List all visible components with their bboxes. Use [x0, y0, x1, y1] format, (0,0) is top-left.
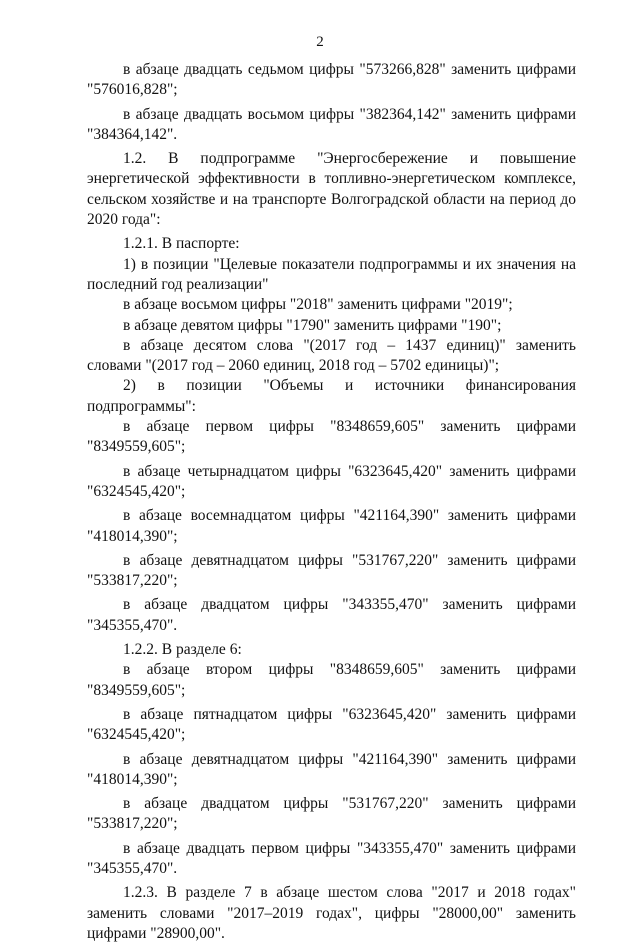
- paragraph-1-2-1-passport: 1.2.1. В паспорте:: [123, 235, 240, 253]
- paragraph-19th-abzac: в абзаце девятнадцатом цифры "531767,220" заменить цифрами "533817,220";: [87, 551, 576, 590]
- paragraph-20th-abzac-section-6: в абзаце двадцатом цифры "531767,220" заменить цифрами "533817,220";: [87, 795, 576, 833]
- paragraph-financing-position: 2) в позиции "Объемы и источники финансирования подпрограммы":: [87, 377, 576, 415]
- paragraph-1-2-subprogram: 1.2. В подпрограмме "Энергосбережение и повышение энергетической эффективности в топливно-энергетическом комплексе, сельском хозяйстве и на транспорте Волгоградской области на период до 2020 года":: [87, 150, 576, 229]
- paragraph-1st-abzac: в абзаце первом цифры "8348659,605" заменить цифрами "8349559,605";: [87, 418, 576, 456]
- paragraph-28th-abzac: в абзаце двадцать восьмом цифры "382364,142" заменить цифрами "384364,142".: [87, 105, 576, 143]
- paragraph-9th-abzac: в абзаце девятом цифры "1790" заменить цифрами "190";: [123, 316, 502, 334]
- paragraph-20th-abzac: в абзаце двадцатом цифры "343355,470" заменить цифрами "345355,470".: [87, 596, 576, 634]
- paragraph-27th-abzac: в абзаце двадцать седьмом цифры "573266,828" заменить цифрами "576016,828";: [87, 61, 576, 99]
- paragraph-14th-abzac: в абзаце четырнадцатом цифры "6323645,420" заменить цифрами "6324545,420";: [87, 462, 576, 500]
- paragraph-18th-abzac: в абзаце восемнадцатом цифры "421164,390" заменить цифрами "418014,390";: [87, 507, 576, 545]
- paragraph-8th-abzac: в абзаце восьмом цифры "2018" заменить цифрами "2019";: [123, 296, 513, 314]
- paragraph-2nd-abzac: в абзаце втором цифры "8348659,605" заменить цифрами "8349559,605";: [87, 661, 576, 699]
- paragraph-21st-abzac: в абзаце двадцать первом цифры "343355,470" заменить цифрами "345355,470".: [87, 839, 576, 877]
- page-number: 2: [316, 34, 324, 50]
- paragraph-target-indicators: 1) в позиции "Целевые показатели подпрограммы и их значения на последний год реализации": [87, 255, 576, 293]
- document-body: [87, 60, 576, 948]
- paragraph-19th-abzac-section-6: в абзаце девятнадцатом цифры "421164,390" заменить цифрами "418014,390";: [87, 750, 576, 788]
- paragraph-10th-abzac: в абзаце десятом слова "(2017 год – 1437 единиц)" заменить словами "(2017 год – 2060 единиц, 2018 год – 5702 единицы)";: [87, 336, 576, 375]
- paragraph-1-2-3-section-7: 1.2.3. В разделе 7 в абзаце шестом слова "2017 и 2018 годах" заменить словами "2017–2019 годах", цифры "28000,00" заменить цифрами "28900,00".: [87, 884, 576, 942]
- paragraph-15th-abzac: в абзаце пятнадцатом цифры "6323645,420" заменить цифрами "6324545,420";: [87, 705, 576, 744]
- paragraph-1-2-2-section-6: 1.2.2. В разделе 6:: [123, 641, 242, 659]
